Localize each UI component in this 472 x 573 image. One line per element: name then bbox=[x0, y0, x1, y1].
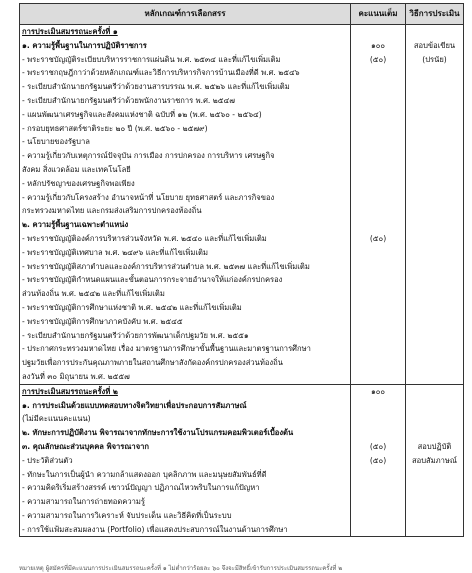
section-2-method-cell bbox=[406, 384, 464, 537]
criteria-line: - พระราชบัญญัติกำหนดแผนและขั้นตอนการกระจายอำนาจให้แก่องค์กรปกครอง bbox=[22, 275, 283, 285]
criteria-line: - ประกาศกระทรวงมหาดไทย เรื่อง มาตรฐานการศึกษาขั้นพื้นฐานและมาตรฐานการศึกษา bbox=[22, 344, 311, 354]
criteria-line: ๓. คุณลักษณะส่วนบุคคล พิจารณาจาก bbox=[22, 441, 150, 451]
section-2-row bbox=[20, 384, 464, 537]
criteria-line: ส่วนท้องถิ่น พ.ศ. ๒๕๔๒ และที่แก้ไขเพิ่มเติม bbox=[22, 289, 165, 299]
criteria-line: - ความคิดริเริ่มสร้างสรรค์ เชาวน์ปัญญา ปฏิภาณไหวพริบในการแก้ปัญหา bbox=[22, 483, 260, 493]
section-1-method-cell bbox=[406, 25, 464, 385]
section-1-method: สอบข้อเขียน bbox=[413, 40, 456, 50]
criteria-line: - ระเบียบสำนักนายกรัฐมนตรีว่าด้วยงานสารบรรณ พ.ศ. ๒๕๒๖ และที่แก้ไขเพิ่มเติม bbox=[22, 82, 290, 92]
criteria-line: ๑. ความรู้พื้นฐานในการปฏิบัติราชการ bbox=[22, 40, 147, 50]
criteria-line: สังคม สิ่งแวดล้อม และเทคโนโลยี bbox=[22, 164, 131, 174]
section-1-lines bbox=[22, 39, 348, 384]
criteria-line: - ความรู้เกี่ยวกับเหตุการณ์ปัจจุบัน การเมือง การปกครอง การบริหาร เศรษฐกิจ bbox=[22, 151, 275, 161]
criteria-line: ๑. การประเมินด้วยแบบทดสอบทางจิตวิทยาเพื่อประกอบการสัมภาษณ์ bbox=[22, 400, 247, 410]
criteria-line: - พระราชบัญญัติเทศบาล พ.ศ. ๒๔๙๖ และที่แก้ไขเพิ่มเติม bbox=[22, 247, 208, 257]
criteria-line: - ประวัติส่วนตัว bbox=[22, 455, 73, 465]
section-2-score-b: (๕๐) bbox=[369, 455, 387, 465]
header-criteria: หลักเกณฑ์การเลือกสรร bbox=[20, 4, 351, 25]
criteria-line: - ระเบียบสำนักนายกรัฐมนตรีว่าด้วยพนักงานราชการ พ.ศ. ๒๕๔๗ bbox=[22, 95, 235, 105]
section-1-score-total: ๑๐๐ bbox=[370, 40, 386, 50]
section-1-score-part1: (๕๐) bbox=[369, 54, 387, 64]
section-1-title: การประเมินสมรรถนะครั้งที่ ๑ bbox=[22, 27, 118, 36]
header-row bbox=[20, 4, 464, 25]
section-2-title: การประเมินสมรรถนะครั้งที่ ๒ bbox=[22, 386, 118, 396]
section-2-score-a: (๕๐) bbox=[369, 441, 387, 451]
criteria-line: - พระราชบัญญัติการศึกษาภาคบังคับ พ.ศ. ๒๕๔๕ bbox=[22, 316, 183, 326]
section-2-method: สอบปฏิบัติ bbox=[417, 441, 452, 451]
criteria-line: ลงวันที่ ๓๐ มิถุนายน พ.ศ. ๒๕๕๗ bbox=[22, 371, 130, 381]
criteria-line: - ความรู้เกี่ยวกับโครงสร้าง อำนาจหน้าที่ นโยบาย ยุทธศาสตร์ และภารกิจของ bbox=[22, 192, 275, 202]
criteria-line: (ไม่มีคะแนนคะแนน) bbox=[22, 414, 91, 424]
criteria-line: - ความสามารถในการถ่ายทอดความรู้ bbox=[22, 497, 145, 507]
criteria-line: - พระราชบัญญัติระเบียบบริหารราชการแผ่นดิน พ.ศ. ๒๕๓๔ และที่แก้ไขเพิ่มเติม bbox=[22, 54, 281, 64]
criteria-line: - นโยบายของรัฐบาล bbox=[22, 137, 90, 147]
section-2-score-cell bbox=[351, 384, 406, 537]
criteria-line: กระทรวงมหาดไทย และกรมส่งเสริมการปกครองท้องถิ่น bbox=[22, 206, 202, 216]
criteria-line: - ความสามารถในการวิเคราะห์ จับประเด็น และวิธีคิดที่เป็นระบบ bbox=[22, 510, 232, 520]
section-1-score-part2: (๕๐) bbox=[369, 233, 387, 243]
criteria-line: - การใช้แฟ้มสะสมผลงาน (Portfolio) เพื่อแสดงประสบการณ์ในงานด้านการศึกษา bbox=[22, 524, 288, 534]
criteria-line: ๒. ความรู้พื้นฐานเฉพาะตำแหน่ง bbox=[22, 220, 129, 230]
criteria-line: - แผนพัฒนาเศรษฐกิจและสังคมแห่งชาติ ฉบับที่ ๑๒ (พ.ศ. ๒๕๖๐ - ๒๕๖๔) bbox=[22, 109, 262, 119]
section-1-score-cell bbox=[351, 25, 406, 385]
section-2-criteria bbox=[20, 384, 351, 537]
section-2-score-total: ๑๐๐ bbox=[370, 386, 386, 396]
header-score: คะแนนเต็ม bbox=[351, 4, 406, 25]
section-2-method-sub: สอบสัมภาษณ์ bbox=[412, 455, 457, 465]
footnote: หมายเหตุ ผู้สมัครที่มีคะแนนการประเมินสมรรถนะครั้งที่ ๑ ไม่ต่ำกว่าร้อยละ ๖๐ จึงจะมีสิทธิ์เข้ารับการประเมินสมรรถนะครั้งที่ ๒ bbox=[19, 565, 343, 572]
criteria-line: - พระราชบัญญัติองค์การบริหารส่วนจังหวัด พ.ศ. ๒๕๔๐ และที่แก้ไขเพิ่มเติม bbox=[22, 233, 267, 243]
section-1-row bbox=[20, 25, 464, 385]
criteria-line: - ระเบียบสำนักนายกรัฐมนตรีว่าด้วยการพัฒนาเด็กปฐมวัย พ.ศ. ๒๕๕๑ bbox=[22, 330, 249, 340]
criteria-line: ๒. ทักษะการปฏิบัติงาน พิจารณาจากทักษะการใช้งานโปรแกรมคอมพิวเตอร์เบื้องต้น bbox=[22, 428, 294, 438]
criteria-line: - กรอบยุทธศาสตร์ชาติระยะ ๒๐ ปี (พ.ศ. ๒๕๖๐ - ๒๕๗๙) bbox=[22, 123, 208, 133]
section-1-criteria bbox=[20, 25, 351, 385]
criteria-line: - พระราชบัญญัติสภาตำบลและองค์การบริหารส่วนตำบล พ.ศ. ๒๕๓๗ และที่แก้ไขเพิ่มเติม bbox=[22, 261, 310, 271]
criteria-table bbox=[19, 3, 464, 537]
header-method: วิธีการประเมิน bbox=[406, 4, 464, 25]
criteria-line: - หลักปรัชญาของเศรษฐกิจพอเพียง bbox=[22, 178, 135, 188]
criteria-line: - ทักษะในการเป็นผู้นำ ความกล้าแสดงออก บุคลิกภาพ และมนุษยสัมพันธ์ที่ดี bbox=[22, 469, 267, 479]
criteria-line: - พระราชกฤษฎีกาว่าด้วยหลักเกณฑ์และวิธีการบริหารกิจการบ้านเมืองที่ดี พ.ศ. ๒๕๔๖ bbox=[22, 68, 300, 78]
section-1-method-sub: (ปรนัย) bbox=[422, 54, 447, 64]
criteria-line: ปฐมวัยเพื่อการประกันคุณภาพภายในสถานศึกษาสังกัดองค์กรปกครองส่วนท้องถิ่น bbox=[22, 358, 283, 368]
criteria-line: - พระราชบัญญัติการศึกษาแห่งชาติ พ.ศ. ๒๕๔๒ และที่แก้ไขเพิ่มเติม bbox=[22, 302, 242, 312]
section-2-lines bbox=[22, 399, 348, 537]
